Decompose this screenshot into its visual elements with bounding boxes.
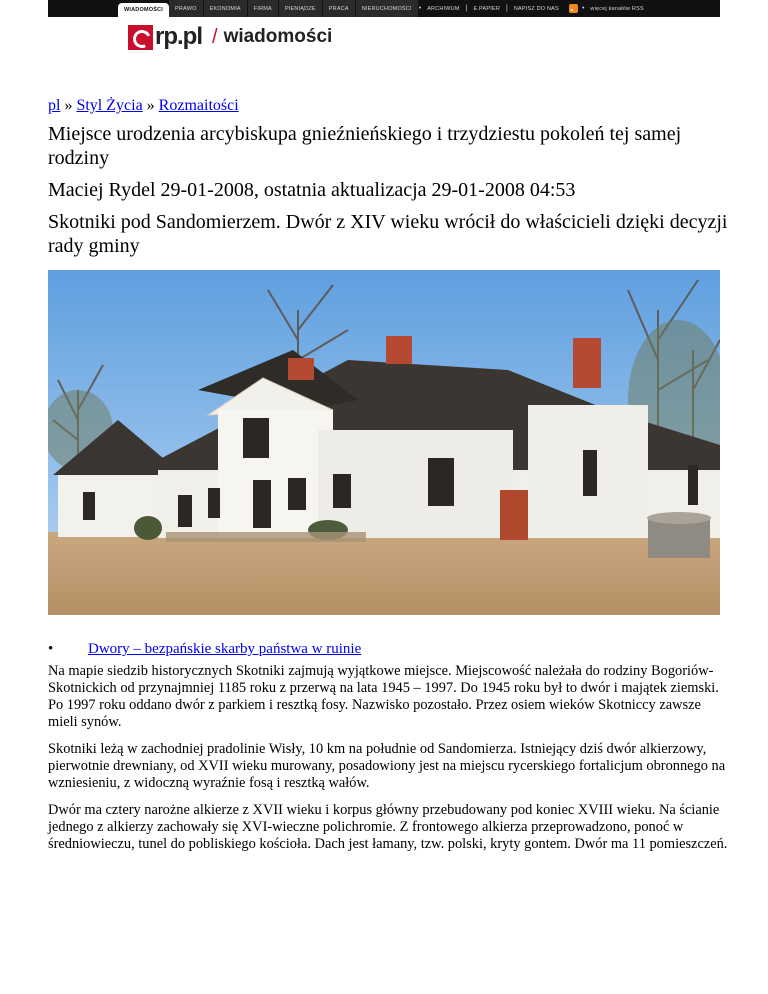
article-title: Miejsce urodzenia arcybiskupa gnieźnieńskiego i trzydziestu pokoleń tej samej rodziny	[48, 123, 682, 169]
nav-link-napisz[interactable]: NAPISZ DO NAS	[513, 5, 559, 12]
breadcrumb-subsection[interactable]: Rozmaitości	[158, 97, 239, 114]
nav-separator: |	[465, 5, 468, 12]
nav-separator: •	[581, 5, 585, 12]
top-navigation-bar	[48, 0, 720, 17]
related-article-link[interactable]: Dwory – bezpańskie skarby państwa w ruinie	[88, 641, 362, 657]
nav-tabs	[118, 0, 422, 17]
nav-link-rss[interactable]: więcej kanałów RSS	[590, 5, 644, 12]
manor-house-photo	[48, 270, 720, 615]
bullet: •	[48, 641, 54, 657]
article-byline: Maciej Rydel 29-01-2008, ostatnia aktualizacja 29-01-2008 04:53	[48, 179, 576, 201]
breadcrumb	[48, 96, 728, 116]
breadcrumb-separator: »	[64, 97, 73, 114]
nav-tab-prawo[interactable]: PRAWO	[169, 0, 203, 17]
breadcrumb-home[interactable]: pl	[48, 97, 61, 114]
nav-tab-pieniadze[interactable]: PIENIĄDZE	[279, 0, 322, 17]
nav-tab-nieruchomosci[interactable]: NIERUCHOMOŚCI	[356, 0, 418, 17]
article-paragraph: Na mapie siedzib historycznych Skotniki zajmują wyjątkowe miejsce. Miejscowość należała do rodziny Bogoriów-Skotnickich od przynajmniej 1185 roku z przerwą na lata 1945 – 1997. Do 1945 roku był to dwór i majątek ziemski. Po 1997 roku oddano dwór z parkiem i resztką fosy. Nazwisko pozostało. Przez osiem wieków Skotniccy zawsze mieli synów.	[48, 663, 719, 730]
nav-separator: •	[418, 5, 422, 12]
nav-tab-firma[interactable]: FIRMA	[248, 0, 278, 17]
logo-section: wiadomości	[223, 26, 333, 47]
article-paragraph: Dwór ma cztery narożne alkierze z XVII wieku i korpus główny przebudowany pod koniec XVIII wieku. Na ścianie jednego z alkierzy zachowały się XVI-wieczne polichromie. Z frontowego alkierza przeprowadzono, ponoć w średniowieczu, tunel do pobliskiego kościoła. Dach jest łamany, tzw. polski, kryty gontem. Dwór ma 11 pomieszczeń.	[48, 802, 728, 852]
article-lead: Skotniki pod Sandomierzem. Dwór z XIV wieku wrócił do właścicieli dzięki decyzji rady gminy	[48, 211, 728, 257]
rss-icon[interactable]	[569, 4, 578, 13]
article-content	[48, 96, 728, 863]
breadcrumb-section[interactable]: Styl Życia	[76, 97, 143, 114]
nav-links	[419, 0, 650, 17]
nav-link-epapier[interactable]: E.PAPIER	[473, 5, 501, 12]
article-paragraph: Skotniki leżą w zachodniej pradolinie Wisły, 10 km na południe od Sandomierza. Istniejący dziś dwór alkierzowy, pierwotnie drewniany, od XVII wieku murowany, posadowiony jest na miejscu rycerskiego fortalicjum obronnego na wzniesieniu, z widoczną wyraźnie fosą i resztką wałów.	[48, 741, 726, 791]
logo-brand: rp.pl	[155, 23, 202, 50]
related-article	[48, 639, 728, 659]
site-logo[interactable]	[128, 23, 332, 51]
breadcrumb-separator: »	[146, 97, 155, 114]
nav-link-archiwum[interactable]: ARCHIWUM	[427, 5, 460, 12]
rp-logo-icon	[128, 25, 153, 50]
logo-slash: /	[212, 25, 218, 48]
nav-tab-wiadomosci[interactable]: WIADOMOŚCI	[118, 3, 169, 17]
nav-separator: |	[506, 5, 508, 12]
nav-tab-ekonomia[interactable]: EKONOMIA	[204, 0, 247, 17]
nav-tab-praca[interactable]: PRACA	[323, 0, 355, 17]
